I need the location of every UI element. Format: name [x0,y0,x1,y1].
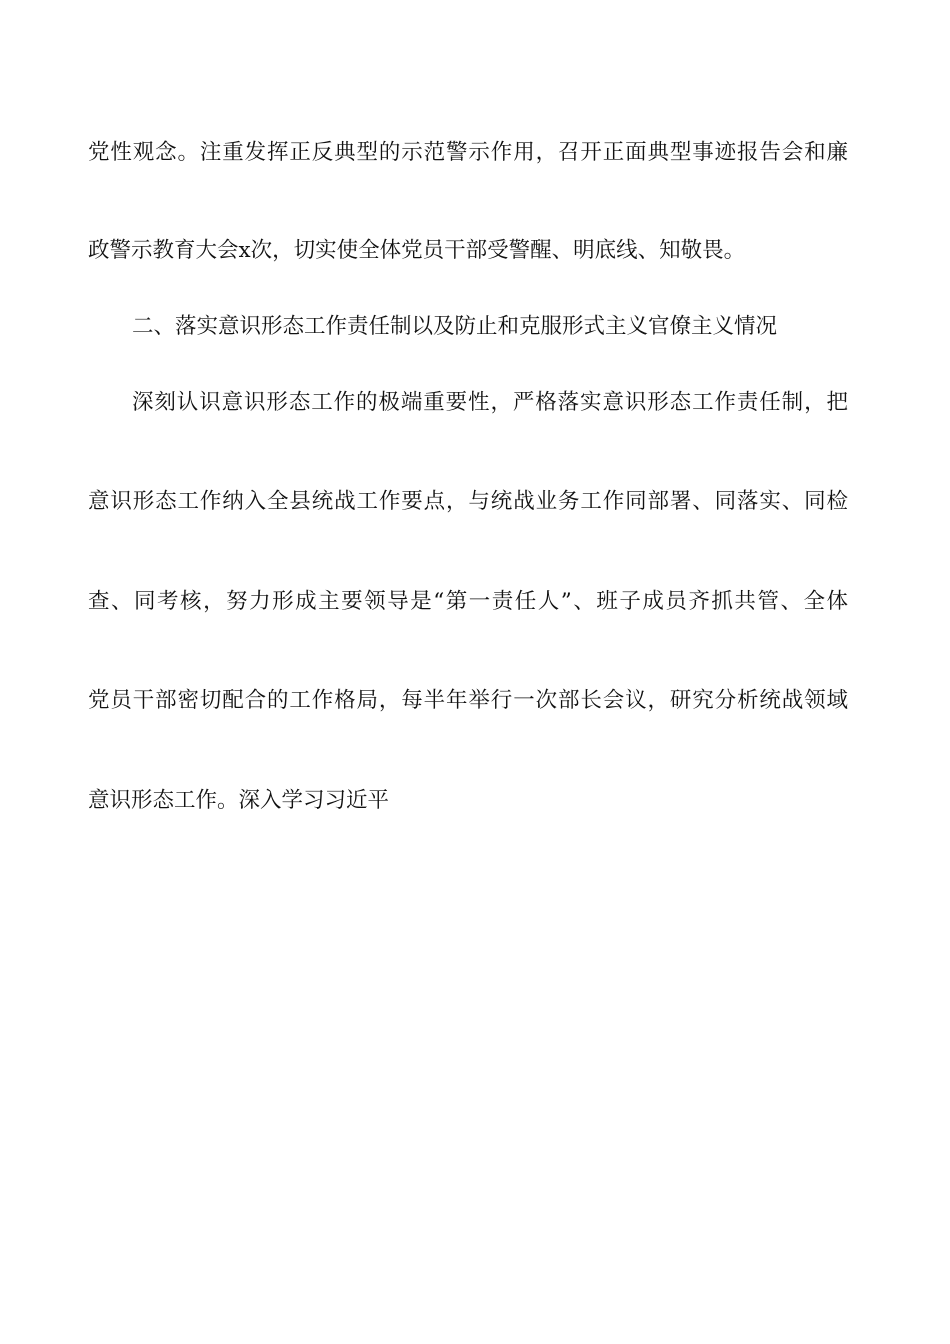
paragraph-line: 党员干部密切配合的工作格局，每半年举行一次部长会议，研究分析统战领域 [88,688,848,713]
paragraph-line: 意识形态工作。深入学习习近平 [88,788,390,813]
paragraph-line: 政警示教育大会x次，切实使全体党员干部受警醒、明底线、知敬畏。 [88,238,746,263]
section-heading: 二、落实意识形态工作责任制以及防止和克服形式主义官僚主义情况 [132,314,778,339]
paragraph-line: 查、同考核，努力形成主要领导是“第一责任人”、班子成员齐抓共管、全体 [88,589,848,614]
paragraph-line: 意识形态工作纳入全县统战工作要点，与统战业务工作同部署、同落实、同检 [88,489,848,514]
paragraph-line: 深刻认识意识形态工作的极端重要性，严格落实意识形态工作责任制，把 [132,390,848,415]
paragraph-line: 党性观念。注重发挥正反典型的示范警示作用，召开正面典型事迹报告会和廉 [88,140,848,165]
